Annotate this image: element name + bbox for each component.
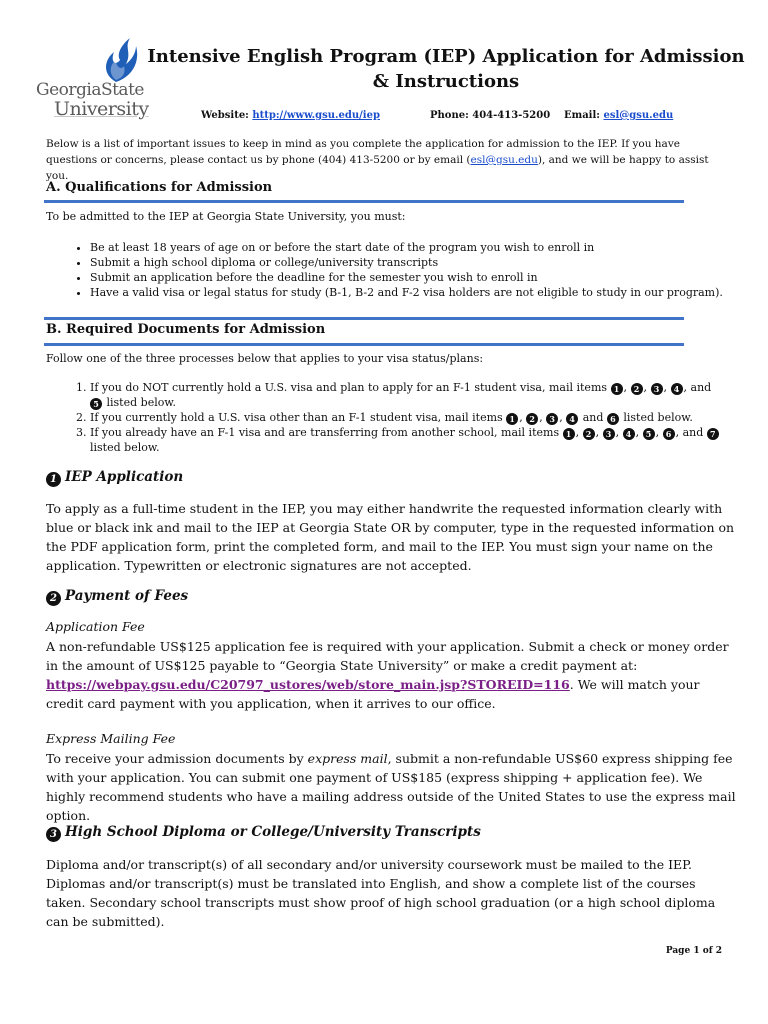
- iep-application-body: To apply as a full-time student in the IEP, you may either handwrite the requested information clearly with blue or black ink and mail to the IEP at Georgia State OR by computer, type in the requested information on the PDF application form, print the completed form, and mail to the IEP. You must sign your name on the application. Typewritten or electronic signatures are not accepted.: [46, 501, 735, 573]
- diploma-heading: 3 High School Diploma or College/University Transcripts: [46, 824, 481, 842]
- section-a-rule: [44, 200, 684, 203]
- payment-url-link[interactable]: https://webpay.gsu.edu/C20797_ustores/web/store_main.jsp?STOREID=116: [46, 677, 570, 692]
- intro-email-link[interactable]: esl@gsu.edu: [470, 154, 538, 166]
- list-item: 2. If you currently hold a U.S. visa other than an F-1 student visa, mail items 1 , 2 , 3 , 4 and 6 listed below.: [90, 410, 768, 425]
- application-fee-body: A non-refundable US$125 application fee is required with your application. Submit a check or money order in the amount of US$125 payable to “Georgia State University” or make a credit payment at: https://webpay.gsu.edu/C20797_ustores/web/store_main.jsp?STOREID=116. We will match your credit card payment with you application, when it arrives to our office.: [46, 639, 729, 711]
- item-marker: 1: [46, 472, 61, 487]
- section-b-lead: Follow one of the three processes below that applies to your visa status/plans:: [46, 352, 484, 365]
- list-item: • Submit a high school diploma or college/university transcripts: [90, 255, 768, 270]
- application-fee-label: Application Fee: [46, 619, 145, 634]
- section-a-heading: A. Qualifications for Admission: [46, 180, 273, 195]
- phone-contact: Phone: 404-413-5200: [430, 110, 551, 121]
- item-marker: 2: [46, 591, 61, 606]
- payment-heading: 2 Payment of Fees: [46, 588, 188, 606]
- qualifications-list: [46, 240, 768, 300]
- website-link[interactable]: http://www.gsu.edu/iep: [252, 110, 380, 121]
- section-b-rule: [44, 343, 684, 346]
- section-a-lead: To be admitted to the IEP at Georgia State University, you must:: [46, 210, 406, 223]
- email-link[interactable]: esl@gsu.edu: [603, 110, 674, 121]
- gsu-logo: [36, 36, 149, 124]
- iep-application-heading: 1 IEP Application: [46, 469, 183, 487]
- list-item: • Be at least 18 years of age on or before the start date of the program you wish to enroll in: [90, 240, 768, 255]
- diploma-body: Diploma and/or transcript(s) of all secondary and/or university coursework must be mailed to the IEP. Diplomas and/or transcript(s) must be translated into English, and show a complete list of the courses taken. Secondary school transcripts must show proof of high school graduation (or a high school diploma can be submitted).: [46, 857, 716, 929]
- list-item: • Submit an application before the deadline for the semester you wish to enroll in: [90, 270, 768, 285]
- page-number: Page 1 of 2: [665, 946, 722, 956]
- section-a-bottom-rule: [44, 317, 684, 320]
- express-fee-label: Express Mailing Fee: [46, 731, 176, 746]
- email-contact: Email: esl@gsu.edu: [564, 110, 674, 121]
- website-contact: Website: http://www.gsu.edu/iep: [201, 110, 380, 121]
- section-b-heading: B. Required Documents for Admission: [46, 322, 326, 337]
- process-list: [46, 380, 768, 455]
- logo-line2: University: [54, 98, 149, 120]
- gsu-flame-icon: [96, 36, 140, 84]
- express-fee-body: To receive your admission documents by express mail, submit a non-refundable US$60 express shipping fee with your application. You can submit one payment of US$185 (express shipping + application fee). We highly recommend students who have a mailing address outside of the United States to use the express mail option.: [46, 751, 736, 823]
- logo-line1: GeorgiaState: [36, 80, 144, 100]
- list-item: 3. If you already have an F-1 visa and are transferring from another school, mail items 1 , 2 , 3 , 4 , 5 , 6 , and 7 listed below.: [90, 425, 768, 455]
- list-item: 1. If you do NOT currently hold a U.S. visa and plan to apply for an F-1 student visa, mail items 1 , 2 , 3 , 4 , and 5 listed below.: [90, 380, 768, 410]
- intro-paragraph: Below is a list of important issues to keep in mind as you complete the application for admission to the IEP. If you have questions or concerns, please contact us by phone (404) 413-5200 or by email (esl@gsu.edu), and we will be happy to assist you.: [46, 138, 709, 182]
- item-marker: 3: [46, 827, 61, 842]
- list-item: • Have a valid visa or legal status for study (B-1, B-2 and F-2 visa holders are not eligible to study in our program).: [90, 285, 768, 300]
- page-title: Intensive English Program (IEP) Application for Admission & Instructions: [147, 46, 745, 92]
